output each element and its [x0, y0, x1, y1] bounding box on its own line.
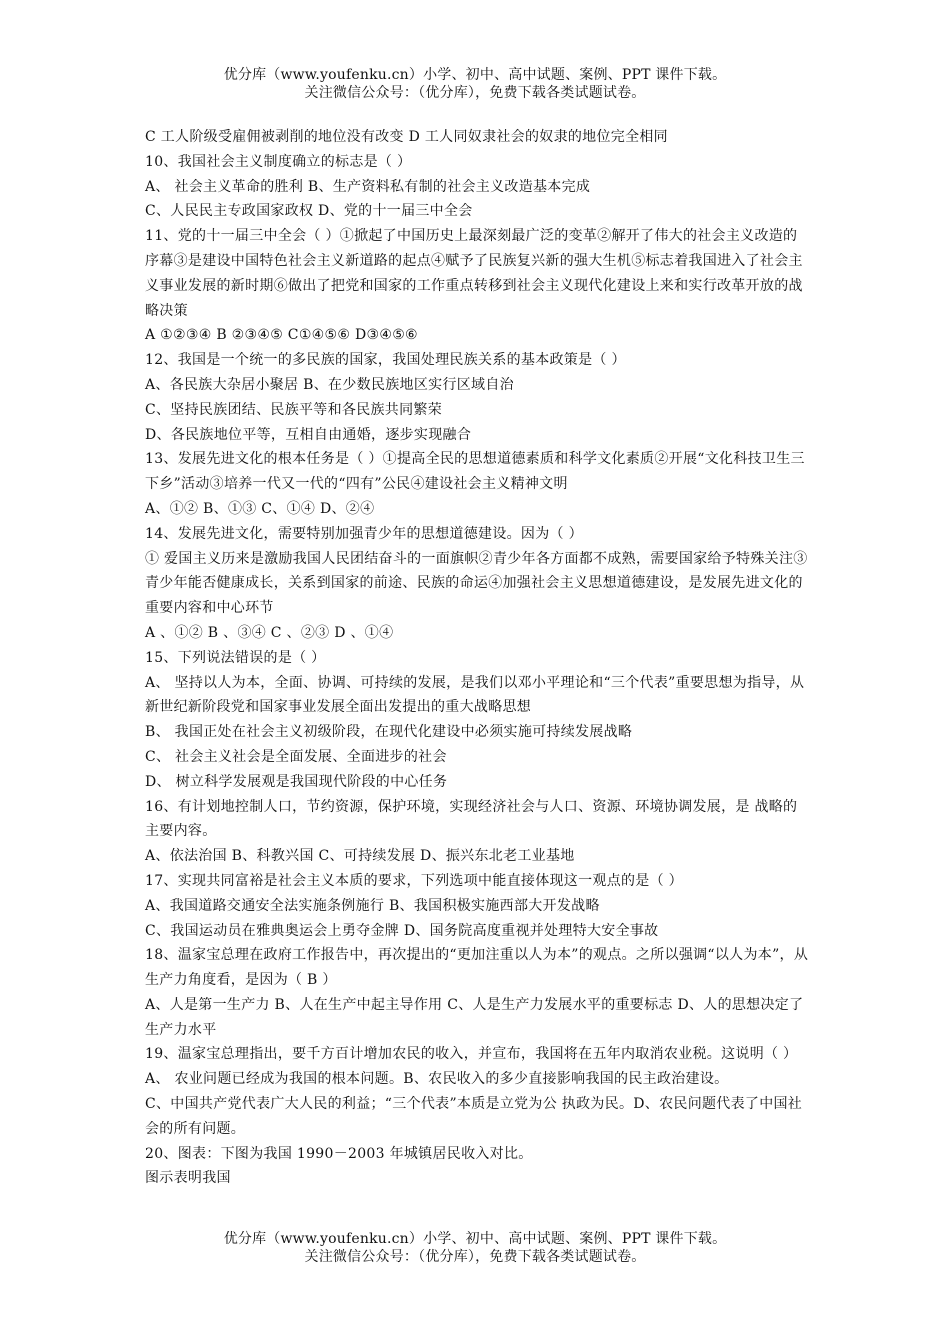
page-footer	[0, 1230, 950, 1266]
question-19: 19、温家宝总理指出，要千方百计增加农民的收入，并宣布，我国将在五年内取消农业税。这说明（ ）	[145, 1046, 798, 1063]
options-line: C、人民民主专政国家政权 D、党的十一届三中全会	[145, 203, 473, 220]
paragraph: 图示表明我国	[145, 1170, 231, 1187]
paragraph: ① 爱国主义历来是激励我国人民团结奋斗的一面旗帜②青少年各方面都不成熟，需要国家给予特殊关注③青少年能否健康成长，关系到国家的前途、民族的命运④加强社会主义思想道德建设，是发展先进文化的重要内容和中心环节	[145, 550, 808, 617]
options-line: A、 社会主义革命的胜利 B、生产资料私有制的社会主义改造基本完成	[145, 178, 591, 195]
question-15: 15、下列说法错误的是（ ）	[145, 649, 326, 666]
options-line: C、我国运动员在雅典奥运会上勇夺金牌 D、国务院高度重视并处理特大安全事故	[145, 922, 659, 939]
question-10: 10、我国社会主义制度确立的标志是（ ）	[145, 153, 412, 170]
options-line: C、中国共产党代表广大人民的利益；“三个代表”本质是立党为公 执政为民。D、农民问题代表了中国社会的所有问题。	[145, 1096, 803, 1137]
header-line-1: 优分库（www.youfenku.cn）小学、初中、高中试题、案例、PPT 课件下载。	[223, 67, 727, 83]
options-line: C、坚持民族团结、民族平等和各民族共同繁荣	[145, 401, 443, 418]
question-16: 16、有计划地控制人口，节约资源，保护环境，实现经济社会与人口、资源、环境协调发展，是 战略的主要内容。	[145, 798, 798, 840]
question-13: 13、发展先进文化的根本任务是（ ）①提高全民的思想道德素质和科学文化素质②开展“文化科技卫生三下乡”活动③培养一代又一代的“四有”公民④建设社会主义精神文明	[145, 451, 805, 493]
options-line: A、我国道路交通安全法实施条例施行 B、我国积极实施西部大开发战略	[145, 897, 600, 914]
footer-line-2: 关注微信公众号：（优分库），免费下载各类试题试卷。	[304, 1249, 646, 1265]
question-11: 11、党的十一届三中全会（ ）①掀起了中国历史上最深刻最广泛的变革②解开了伟大的社会主义改造的序幕③是建设中国特色社会主义新道路的起点④赋予了民族复兴新的强大生机⑤标志着我国进入了社会主义事业发展的新时期⑥做出了把党和国家的工作重点转移到社会主义现代化建设上来和实行改革开放的战略决策	[145, 228, 803, 319]
options-line: A、依法治国 B、科教兴国 C、可持续发展 D、振兴东北老工业基地	[145, 848, 575, 865]
options-line: A 、①② B 、③④ C 、②③ D 、①④	[145, 624, 394, 641]
question-14: 14、发展先进文化，需要特别加强青少年的思想道德建设。因为（ ）	[145, 525, 583, 542]
header-line-2: 关注微信公众号：（优分库），免费下载各类试题试卷。	[304, 85, 646, 101]
options-line: A、人是第一生产力 B、人在生产中起主导作用 C、人是生产力发展水平的重要标志 D、人的思想决定了生产力水平	[145, 996, 804, 1038]
options-line: D、 树立科学发展观是我国现代阶段的中心任务	[145, 773, 448, 790]
options-line: A、 农业问题已经成为我国的根本问题。B、农民收入的多少直接影响我国的民主政治建设。	[145, 1071, 729, 1088]
question-body	[145, 125, 810, 1191]
question-12: 12、我国是一个统一的多民族的国家，我国处理民族关系的基本政策是（ ）	[145, 352, 626, 369]
options-line: A、 坚持以人为本，全面、协调、可持续的发展，是我们以邓小平理论和“三个代表”重要思想为指导，从新世纪新阶段党和国家事业发展全面出发提出的重大战略思想	[145, 674, 805, 716]
question-18: 18、温家宝总理在政府工作报告中，再次提出的“更加注重以人为本”的观点。之所以强调“以人为本”，从生产力角度看，是因为（ B ）	[145, 947, 809, 989]
options-line: B、 我国正处在社会主义初级阶段，在现代化建设中必须实施可持续发展战略	[145, 724, 633, 741]
options-line: C、 社会主义社会是全面发展、全面进步的社会	[145, 748, 447, 765]
paragraph: C 工人阶级受雇佣被剥削的地位没有改变 D 工人同奴隶社会的奴隶的地位完全相同	[145, 129, 668, 145]
options-line: A、①② B、①③ C、①④ D、②④	[145, 500, 375, 517]
question-20: 20、图表：下图为我国 1990－2003 年城镇居民收入对比。	[145, 1145, 533, 1162]
options-line: D、各民族地位平等，互相自由通婚，逐步实现融合	[145, 426, 472, 443]
footer-line-1: 优分库（www.youfenku.cn）小学、初中、高中试题、案例、PPT 课件下载。	[223, 1231, 727, 1247]
options-line: A ①②③④ B ②③④⑤ C①④⑤⑥ D③④⑤⑥	[145, 327, 418, 344]
question-17: 17、实现共同富裕是社会主义本质的要求，下列选项中能直接体现这一观点的是（ ）	[145, 872, 683, 889]
page-header	[0, 66, 950, 102]
options-line: A、各民族大杂居小聚居 B、在少数民族地区实行区域自治	[145, 376, 514, 393]
